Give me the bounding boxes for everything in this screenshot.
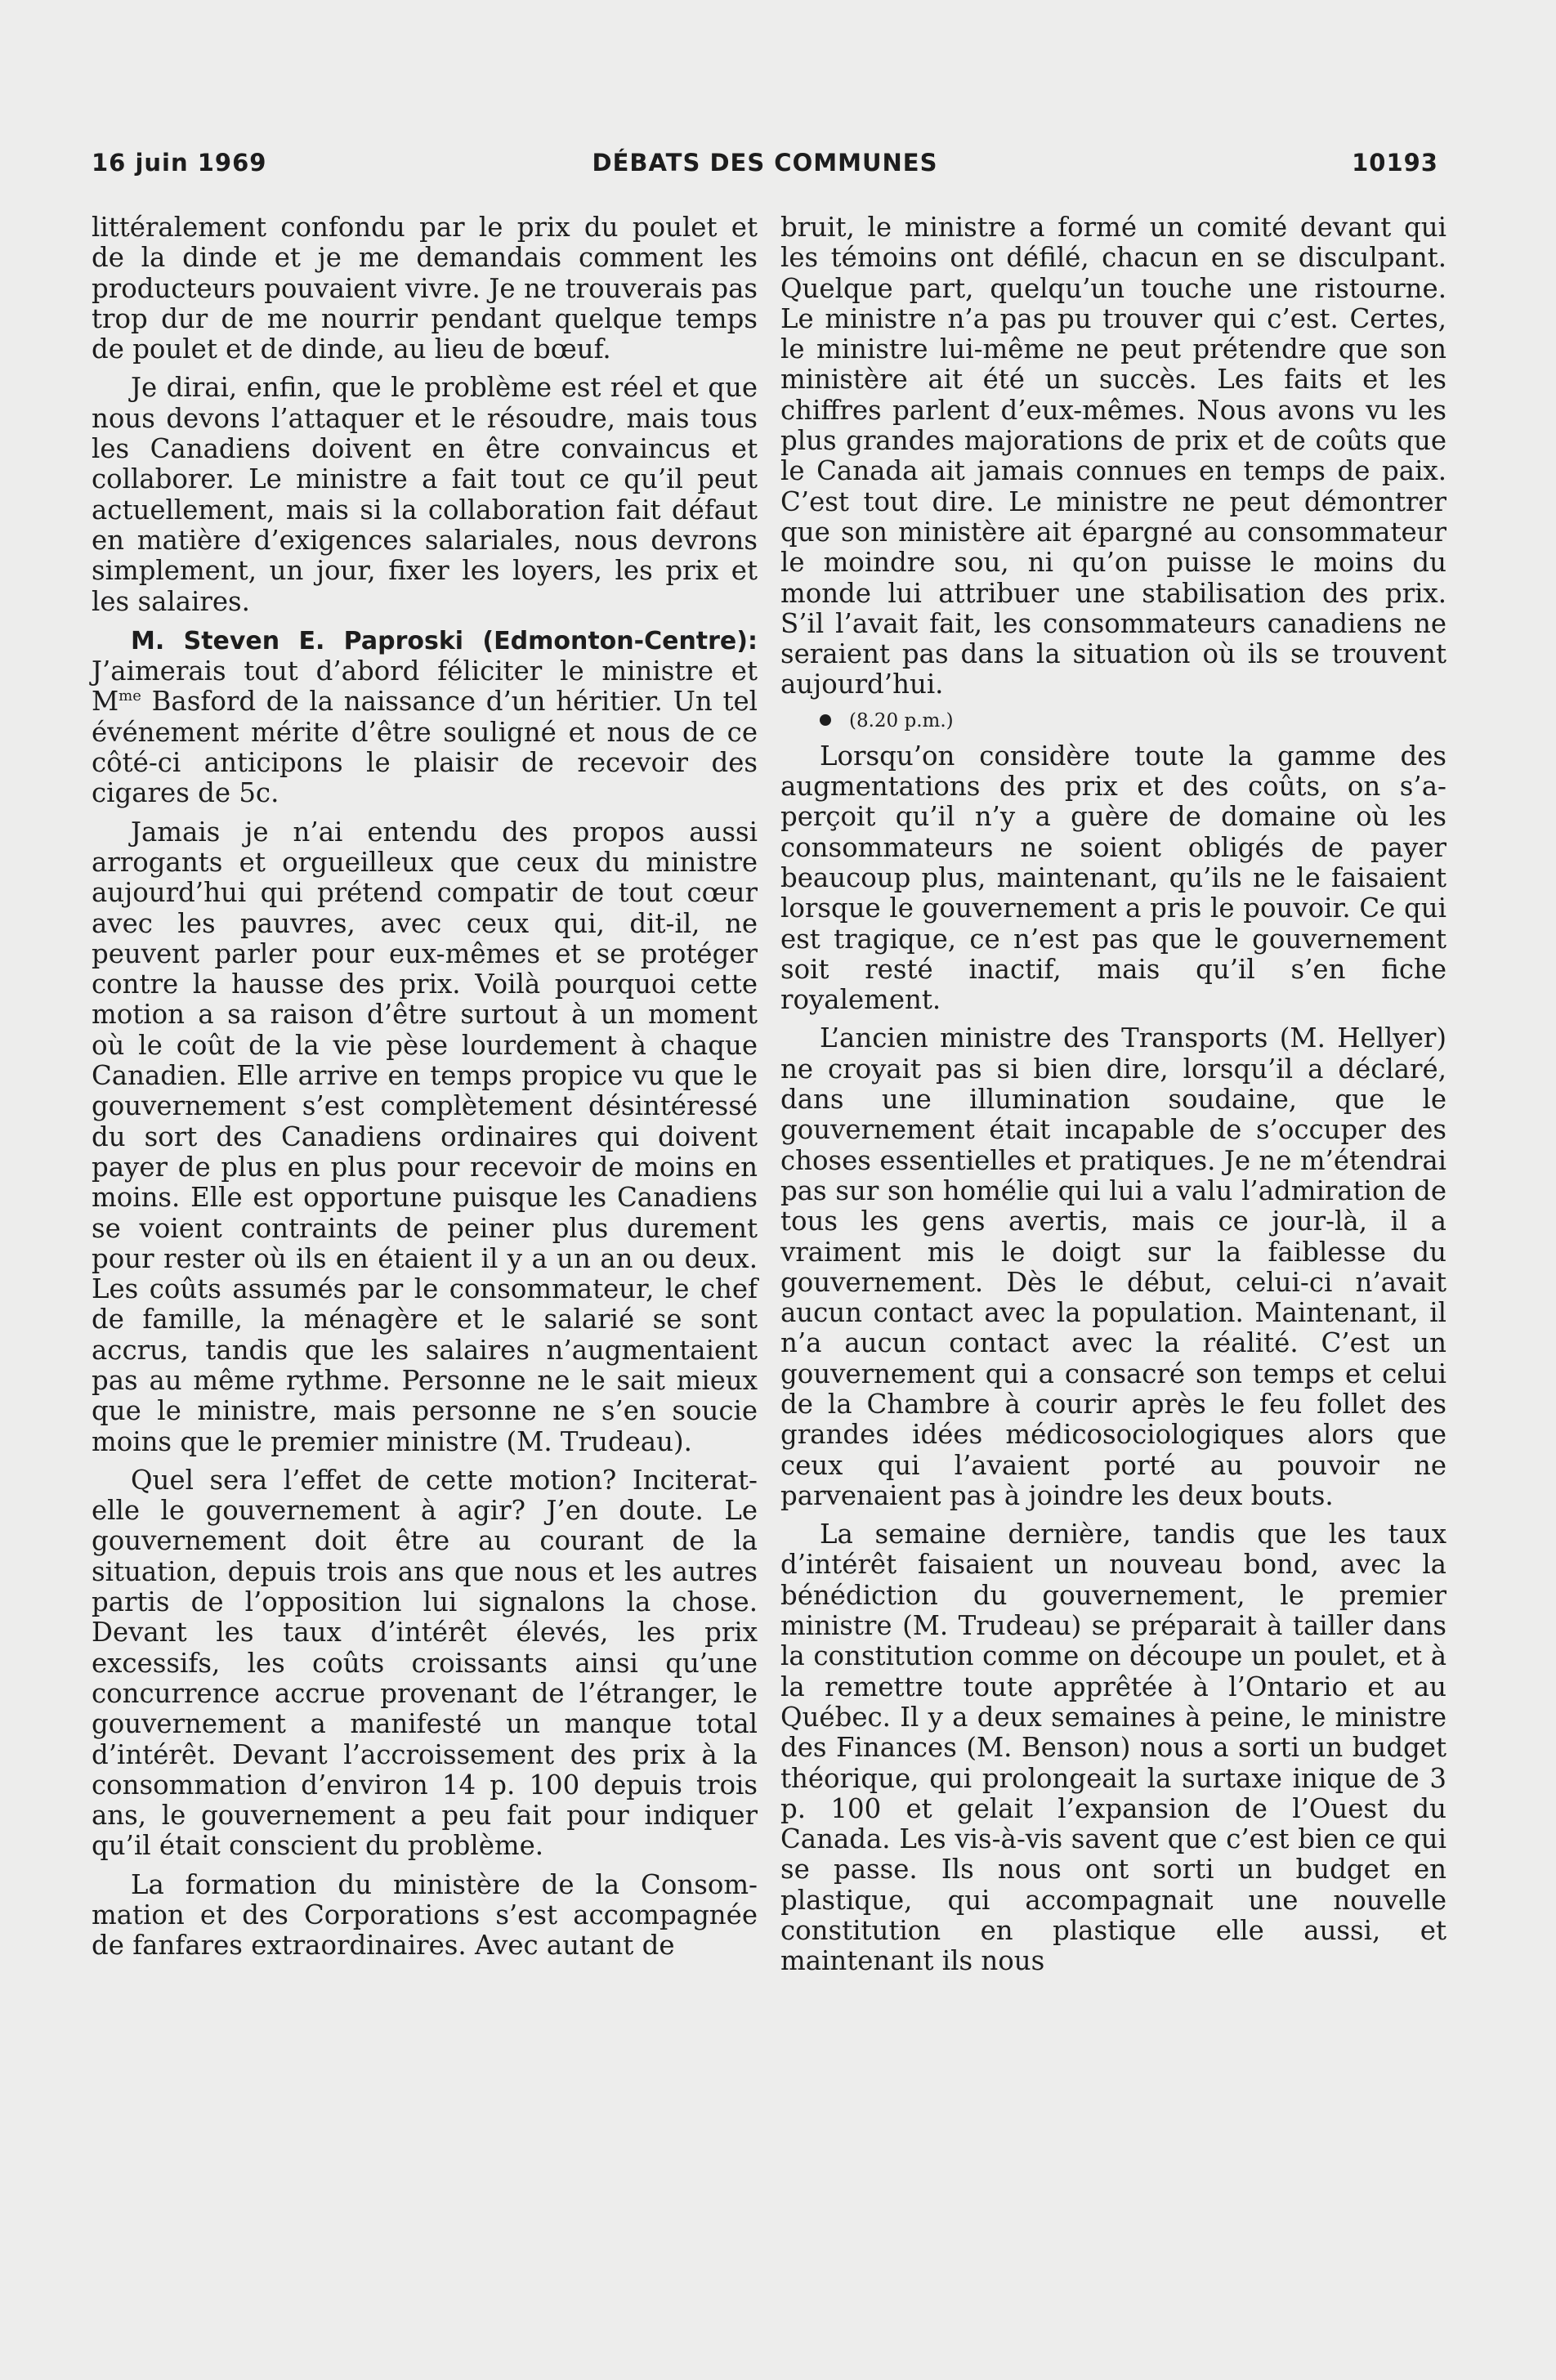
page-header [92,149,1438,190]
paragraph: littéralement confondu par le prix du poulet et de la dinde et je me demandais comment les producteurs pouvaient vivre. Je ne trouverais pas trop dur de me nourrir pendant quelque temps de poulet et de dinde, au lieu de bœuf. [92,212,758,365]
paragraph: bruit, le ministre a formé un comité devant qui les témoins ont défilé, chacun en se disculpant. Quelque part, quelqu’un touche une ristourne. Le ministre n’a pas pu trouver qui c’est. Certes, le ministre lui-même ne peut prétendre que son ministère ait été un succès. Les faits et les chiffres parlent d’eux-mêmes. Nous avons vu les plus grandes majorations de prix et de coûts que le Canada ait jamais connues en temps de paix. C’est tout dire. Le ministre ne peut démontrer que son ministère ait épargné au consommateur le moindre sou, ni qu’on puisse le moins du monde lui attribuer une stabilisation des prix. S’il l’avait fait, les consommateurs canadiens ne seraient pas dans la situation où ils se trouvent aujourd’hui. [780,212,1446,700]
paragraph: La formation du ministère de la Consommation et des Corporations s’est accompagnée de fanfares extraordinaires. Avec autant de [92,1868,758,1962]
paragraph: Je dirai, enfin, que le problème est réel et que nous devons l’attaquer et le résoudre, mais tous les Canadiens doivent en être convaincus et collaborer. Le ministre a fait tout ce qu’il peut actuellement, mais si la collaboration fait défaut en matière d’exigences salariales, nous devrons simplement, un jour, fixer les loyers, les prix et les salaires. [92,372,758,617]
timestamp-text: (8.20 p.m.) [849,709,954,731]
paragraph: La semaine dernière, tandis que les taux d’intérêt faisaient un nouveau bond, avec la bénédiction du gouvernement, le premier ministre (M. Trudeau) se préparait à tailler dans la constitution comme on découpe un poulet, et à la remettre toute apprêtée à l’Ontario et au Québec. Il y a deux semaines à peine, le ministre des Finances (M. Benson) nous a sorti un budget théorique, qui prolongeait la surtaxe inique de 3 p. 100 et gelait l’expansion de l’Ouest du Canada. Les vis-à-vis savent que c’est bien ce qui se passe. Ils nous ont sorti un budget en plastique, qui accompagnait une nouvelle constitution en plastique elle aussi, et maintenant ils nous [780,1519,1446,1977]
speaker-paragraph [92,625,758,809]
paragraph: Quel sera l’effet de cette motion? Inciterat-elle le gouvernement à agir? J’en doute. Le gouvernement doit être au courant de la situation, depuis trois ans que nous et les autres partis de l’opposition lui signalons la chose. Devant les taux d’intérêt élevés, les prix excessifs, les coûts croissants ainsi qu’une concurrence accrue provenant de l’étranger, le gouvernement a manifesté un manque total d’intérêt. Devant l’accroissement des prix à la consommation d’environ 14 p. 100 depuis trois ans, le gouvernement a peu fait pour indiquer qu’il était conscient du problème. [92,1464,758,1862]
speech-text: J’aimerais tout d’abord féliciter le ministre et M [92,655,758,718]
superscript: me [118,687,141,705]
right-column [780,212,1446,1985]
header-date: 16 juin 1969 [92,149,267,177]
paragraph: L’ancien ministre des Transports (M. Hellyer) ne croyait pas si bien dire, lorsqu’il a déclaré, dans une illumination soudaine, que le gouvernement était incapable de s’occuper des choses essentielles et pratiques. Je ne m’étendrai pas sur son homélie qui lui a valu l’admiration de tous les gens avertis, mais ce jour-là, il a vraiment mis le doigt sur la faiblesse du gouvernement. Dès le début, celui-ci n’avait aucun contact avec la population. Maintenant, il n’a aucun contact avec la réalité. C’est un gouvernement qui a consacré son temps et celui de la Chambre à courir après le feu follet des grandes idées médicosociologiques alors que ceux qui l’avaient porté au pouvoir ne parvenaient pas à joindre les deux bouts. [780,1022,1446,1511]
header-title: DÉBATS DES COMMUNES [592,149,938,177]
header-page-number: 10193 [1352,149,1438,177]
paragraph: Lorsqu’on considère toute la gamme des augmentations des prix et des coûts, on s’aperçoit qu’il n’y a guère de domaine où les consommateurs ne soient obligés de payer beaucoup plus, maintenant, qu’ils ne le faisaient lorsque le gouvernement a pris le pouvoir. Ce qui est tragique, ce n’est pas que le gouvernement soit resté inactif, mais qu’il s’en fiche royalement. [780,740,1446,1016]
timestamp [780,709,1446,733]
left-column [92,212,758,1970]
bullet-icon [820,714,831,726]
speaker-name: M. Steven E. Paproski (Edmonton-Centre): [131,626,758,655]
speech-text: Basford de la naissance d’un héritier. Un tel événement mérite d’être souligné et nous de ce côté-ci anticipons le plaisir de recevoir des cigares de 5c. [92,686,758,809]
paragraph: Jamais je n’ai entendu des propos aussi arrogants et orgueilleux que ceux du ministre aujourd’hui qui prétend compatir de tout cœur avec les pauvres, avec ceux qui, dit-il, ne peuvent parler pour eux-mêmes et se protéger contre la hausse des prix. Voilà pourquoi cette motion a sa raison d’être surtout à un moment où le coût de la vie pèse lourdement à chaque Canadien. Elle arrive en temps propice vu que le gouvernement s’est complètement désintéressé du sort des Canadiens ordinaires qui doivent payer de plus en plus pour recevoir de moins en moins. Elle est opportune puisque les Canadiens se voient contraints de peiner plus durement pour rester où ils en étaient il y a un an ou deux. Les coûts assumés par le consommateur, le chef de famille, la ménagère et le salarié se sont accrus, tandis que les salaires n’augmentaient pas au même rythme. Personne ne le sait mieux que le ministre, mais personne ne s’en soucie moins que le premier ministre (M. Trudeau). [92,816,758,1457]
